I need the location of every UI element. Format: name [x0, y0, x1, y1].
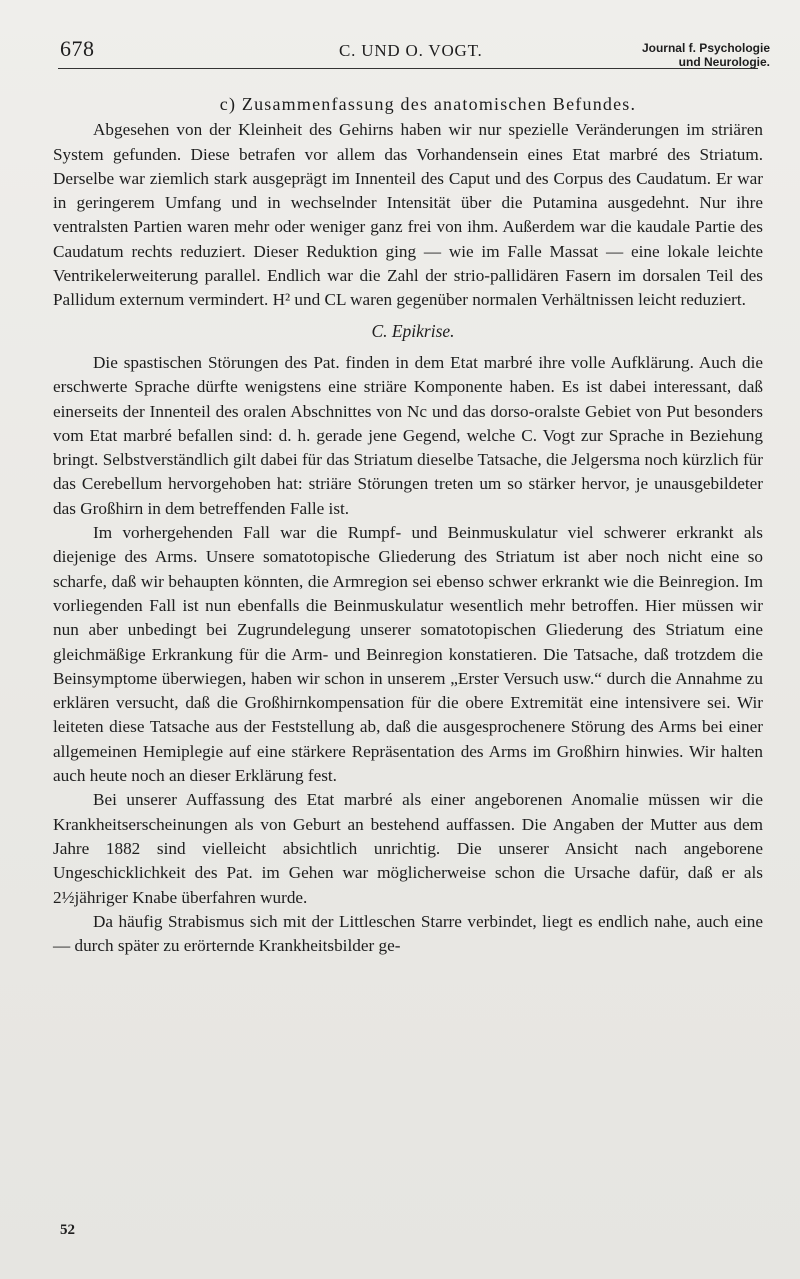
paragraph-anatomical-summary: Abgesehen von der Kleinheit des Gehirns haben wir nur spezielle Veränderungen im striären System gefunden. Diese betrafen vor allem das Vorhandensein eines Etat marbré des Striatum. Derselbe war ziemlich stark ausgeprägt im Innenteil des Caput und des Corpus des Caudatum. Er war in geringerem Umfang und in wechselnder Intensität über die Putamina ausgedehnt. Nur ihre ventralsten Partien waren mehr oder weniger ganz frei von ihm. Außerdem war die kaudale Partie des Caudatum rechts reduziert. Dieser Reduktion ging — wie im Falle Massat — eine lokale leichte Ventrikelerweiterung parallel. Endlich war die Zahl der strio-pallidären Fasern im dorsalen Teil des Pallidum externum vermindert. H² und CL waren gegenüber normalen Verhältnissen leicht reduziert.: [53, 120, 763, 310]
section-heading-epikrise: C. Epikrise.: [371, 320, 455, 341]
header-rule: [58, 68, 758, 69]
page-number: 678: [60, 36, 95, 61]
paragraph-strabismus: Da häufig Strabismus sich mit der Littleschen Starre verbindet, liegt es endlich nahe, auch eine — durch später zu erörternde Krankheitsbilder ge-: [53, 911, 763, 956]
text-body: [53, 92, 763, 958]
running-head-authors: C. UND O. VOGT.: [339, 41, 483, 60]
paragraph-spastic-disorders: Die spastischen Störungen des Pat. finden in dem Etat marbré ihre volle Aufklärung. Auch die erschwerte Sprache dürfte wenigstens eine striäre Komponente haben. Es ist dabei interessant, daß einerseits der Innenteil des oralen Abschnittes von Nc und das dorso-oralste Gebiet von Put besonders vom Etat marbré befallen sind: d. h. gerade jene Gegend, welche C. Vogt zur Sprache in Beziehung bringt. Selbstverständlich gilt dabei für das Striatum dieselbe Tatsache, die Jelgersma noch kürzlich für das Cerebellum hervorgehoben hat: striäre Störungen treten um so stärker hervor, je unausgebildeter das Großhirn in dem betreffenden Falle ist.: [53, 352, 763, 518]
signature-mark: 52: [60, 1222, 75, 1238]
journal-line-1: Journal f. Psychologie: [641, 41, 770, 55]
section-heading-anatomical-summary: c) Zusammenfassung des anatomischen Befundes.: [219, 94, 637, 114]
running-head-journal: [590, 41, 770, 69]
journal-line-2: und Neurologie.: [678, 55, 770, 69]
paragraph-congenital-anomaly: Bei unserer Auffassung des Etat marbré als einer angeborenen Anomalie müssen wir die Krankheitserscheinungen als von Geburt an bestehend auffassen. Die Angaben der Mutter aus dem Jahre 1882 sind vielleicht absichtlich unrichtig. Die unserer Ansicht nach angeborene Ungeschicklichkeit des Pat. im Gehen war möglicherweise schon die Ursache dafür, daß er als 2½jähriger Knabe überfahren wurde.: [53, 790, 763, 907]
paragraph-previous-case: Im vorhergehenden Fall war die Rumpf- und Beinmuskulatur viel schwerer erkrankt als diejenige des Arms. Unsere somatotopische Gliederung des Striatum ist aber noch nicht eine so scharfe, daß wir behaupten könnten, die Armregion sei ebenso schwer erkrankt wie die Beinregion. Im vorliegenden Fall ist nun ebenfalls die Beinmuskulatur wesentlich mehr betroffen. Hier müssen wir nun aber unbedingt bei Zugrundelegung unserer somatotopischen Gliederung des Striatum eine gleichmäßige Erkrankung für die Arm- und Beinregion konstatieren. Die Tatsache, daß trotzdem die Beinsymptome überwiegen, haben wir schon in unserem „Erster Versuch usw.“ durch die Annahme zu erklären versucht, daß die Großhirnkompensation für die obere Extremität eine intensivere sei. Wir leiteten diese Tatsache aus der Feststellung ab, daß die ausgesprochenere Störung des Arms bei einer allgemeinen Hemiplegie auf eine stärkere Repräsentation des Arms im Großhirn hinwies. Wir halten auch heute noch an dieser Erklärung fest.: [53, 523, 763, 786]
